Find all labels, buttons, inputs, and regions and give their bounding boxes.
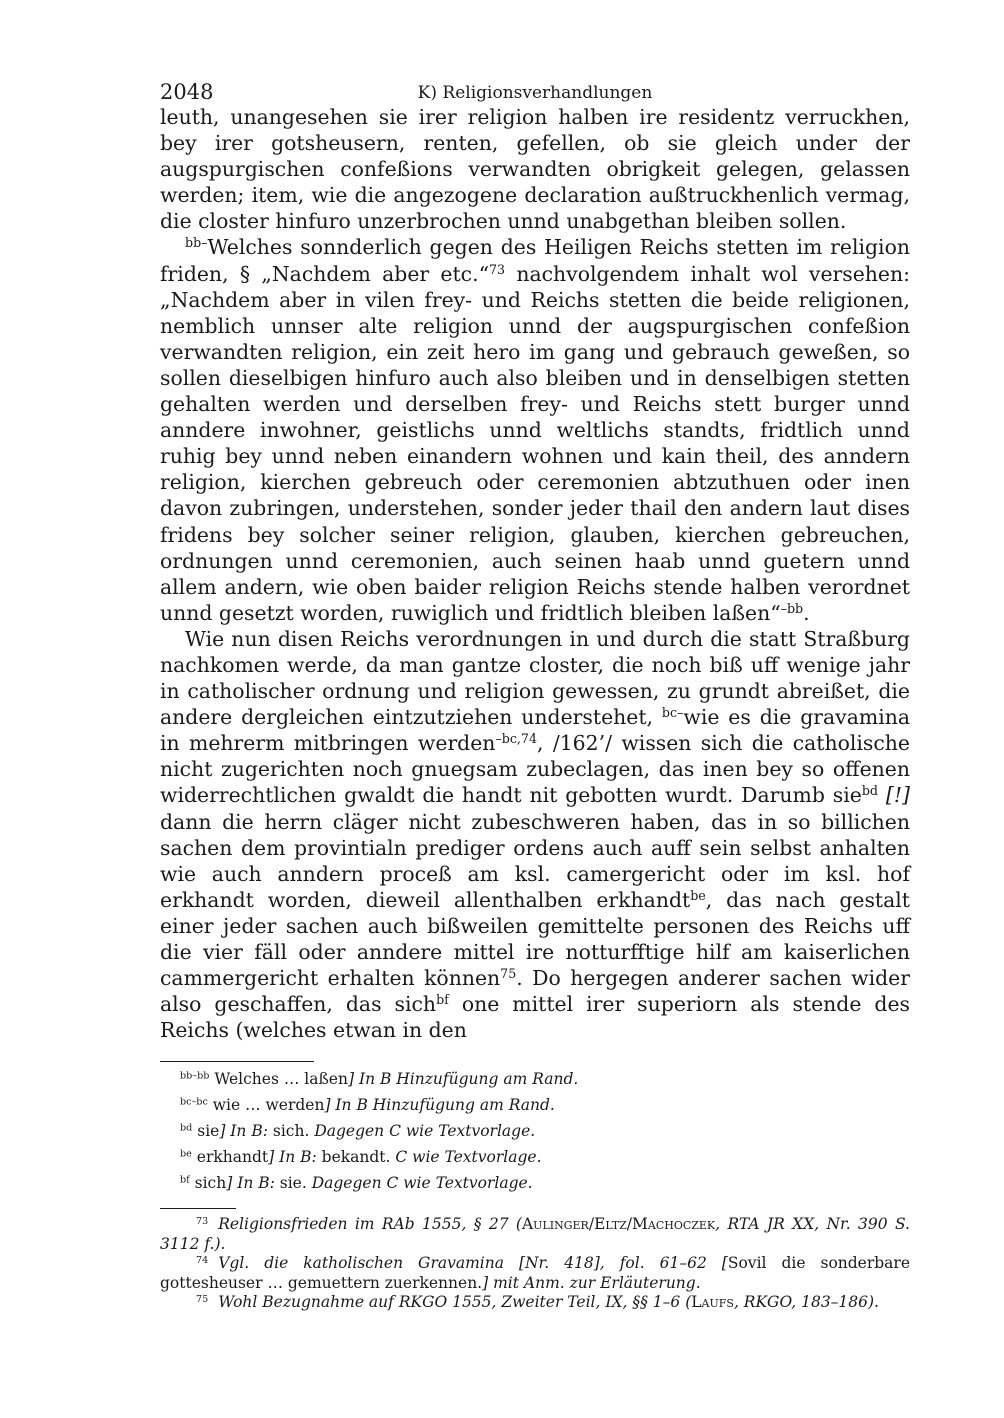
paragraph-1: leuth, unangesehen sie irer religion halben ire residentz verruckhen, bey irer gotsheusern, renten, gefellen, ob sie gleich under der augspurgischen confeßions verwandten obrigkeit gelegen, gelassen werden; item, wie die angezogene declaration außtruckhenlich vermag, die closter hinfuro unzerbrochen unnd unabgethan bleiben sollen.	[160, 105, 910, 234]
apparatus-note: $^{bd}$ sie] In B: sich. Dagegen C wie Textvorlage.	[180, 1122, 536, 1141]
editorial-sic: [!]	[885, 783, 910, 808]
footnote-74: $^{74}$ Vgl. die katholischen Gravamina [Nr. 418], fol. 61–62 [Sovil die sonderbare gottesheuser … gemuettern zuerkennen.] mit Anm. zur Erläuterung.	[160, 1254, 911, 1292]
apparatus-marker-bb-close: –bb	[780, 600, 804, 616]
paragraph-3: Wie nun disen Reichs verordnungen in und durch die statt Straßburg nachkomen werde, da man gantze closter, die noch biß uff wenige jahr in catholischer ordnung und religion gewessen, zu grundt abreißet, die andere dergleichen eintzutziehen understehet, $^{bc-}$wie es die gravamina in mehrerm mitbringen werden$^{-bc,74}$, /162’/ wissen sich die catholische nicht zugerichten noch gnuegsam zubeclagen, das inen bey so offenen widerrechtlichen gwaldt die handt nit gebotten wurdt. Darumb sie$^{bd}$ [!] dann die herrn cläger nicht zubeschweren haben, das in so billichen sachen dem provintialn prediger ordens auch auff sein selbst anhalten wie auch anndern proceß am ksl. camergericht oder im ksl. hof erkhandt worden, dieweil allenthalben erkhandt$^{be}$, das nach gestalt einer jeder sachen auch bißweilen gemittelte personen des Reichs uff die vier fäll oder anndere mittel ire notturfftige hilf am kaiserlichen cammergericht erhalten können$^{75}$. Do hergegen anderer sachen wider also geschaffen, das sich$^{bf}$ one mittel irer superiorn als stende des Reichs (welches etwan in den	[160, 626, 911, 1043]
apparatus-marker-bd: bd	[861, 783, 878, 799]
footnotes	[160, 1215, 910, 1313]
apparatus-marker-bc-close[interactable]: –bc,74	[495, 731, 537, 747]
apparatus-note: $^{bc-bc}$ wie … werden] In B Hinzufügung am Rand.	[180, 1096, 555, 1115]
apparatus-marker-bc-open: bc–	[661, 705, 684, 721]
apparatus-marker-bb-open: bb–	[185, 235, 208, 251]
page-header	[160, 80, 910, 110]
document-page	[160, 80, 910, 1313]
critical-apparatus	[160, 1066, 910, 1196]
main-text	[160, 104, 910, 1043]
paragraph-2: $^{bb-}$Welches sonnderlich gegen des Heiligen Reichs stetten im religion friden, § „Nachdem aber etc.“$^{73}$ nachvolgendem inhalt wol versehen: „Nachdem aber in vilen frey- und Reichs stetten die beide religionen, nemblich unnser alte religion unnd der augspurgischen confeßion verwandten religion, ein zeit hero im gang und gebrauch geweßen, so sollen dieselbigen hinfuro auch also bleiben und in denselbigen stetten gehalten werden und derselben frey- und Reichs stett burger unnd anndere inwohner, geistlichs unnd weltlichs standts, fridtlich unnd ruhig bey unnd neben einandern wohnen und kain theil, des anndern religion, kierchen gebreuch oder ceremonien abtzuthuen oder inen davon zubringen, understehen, sonder jeder thail den andern laut dises fridens bey solcher seiner religion, glauben, kierchen gebreuchen, ordnungen unnd ceremonien, auch seinen haab unnd guetern unnd allem andern, wie oben baider religion Reichs stende halben verordnet unnd gesetzt worden, ruwiglich und fridtlich bleiben laßen“$^{-bb}$.	[160, 235, 910, 625]
footnote-75: $^{75}$ Wohl Bezugnahme auf RKGO 1555, Zweiter Teil, IX, §§ 1–6 (Laufs, RKGO, 183–186).	[196, 1293, 879, 1312]
apparatus-note: $^{bf}$ sich] In B: sie. Dagegen C wie Textvorlage.	[180, 1174, 533, 1193]
running-head: K) Religionsverhandlungen	[417, 83, 653, 103]
apparatus-marker-bf: bf	[436, 992, 449, 1008]
footnote-divider	[160, 1208, 236, 1209]
apparatus-marker-be: be	[690, 887, 706, 903]
footnote-ref-73[interactable]: 73	[489, 261, 506, 277]
footnote-73: $^{73}$ Religionsfrieden im RAb 1555, § 27 (Aulinger/Eltz/Machoczek, RTA JR XX, Nr. 390 S. 3112 f.).	[160, 1215, 910, 1253]
page-number: 2048	[160, 80, 214, 104]
footnote-ref-75[interactable]: 75	[500, 966, 517, 982]
apparatus-note: $^{bb-bb}$ Welches … laßen] In B Hinzufügung am Rand.	[180, 1070, 579, 1089]
apparatus-divider	[160, 1061, 314, 1062]
apparatus-note: $^{be}$ erkhandt] In B: bekandt. C wie Textvorlage.	[180, 1148, 542, 1167]
